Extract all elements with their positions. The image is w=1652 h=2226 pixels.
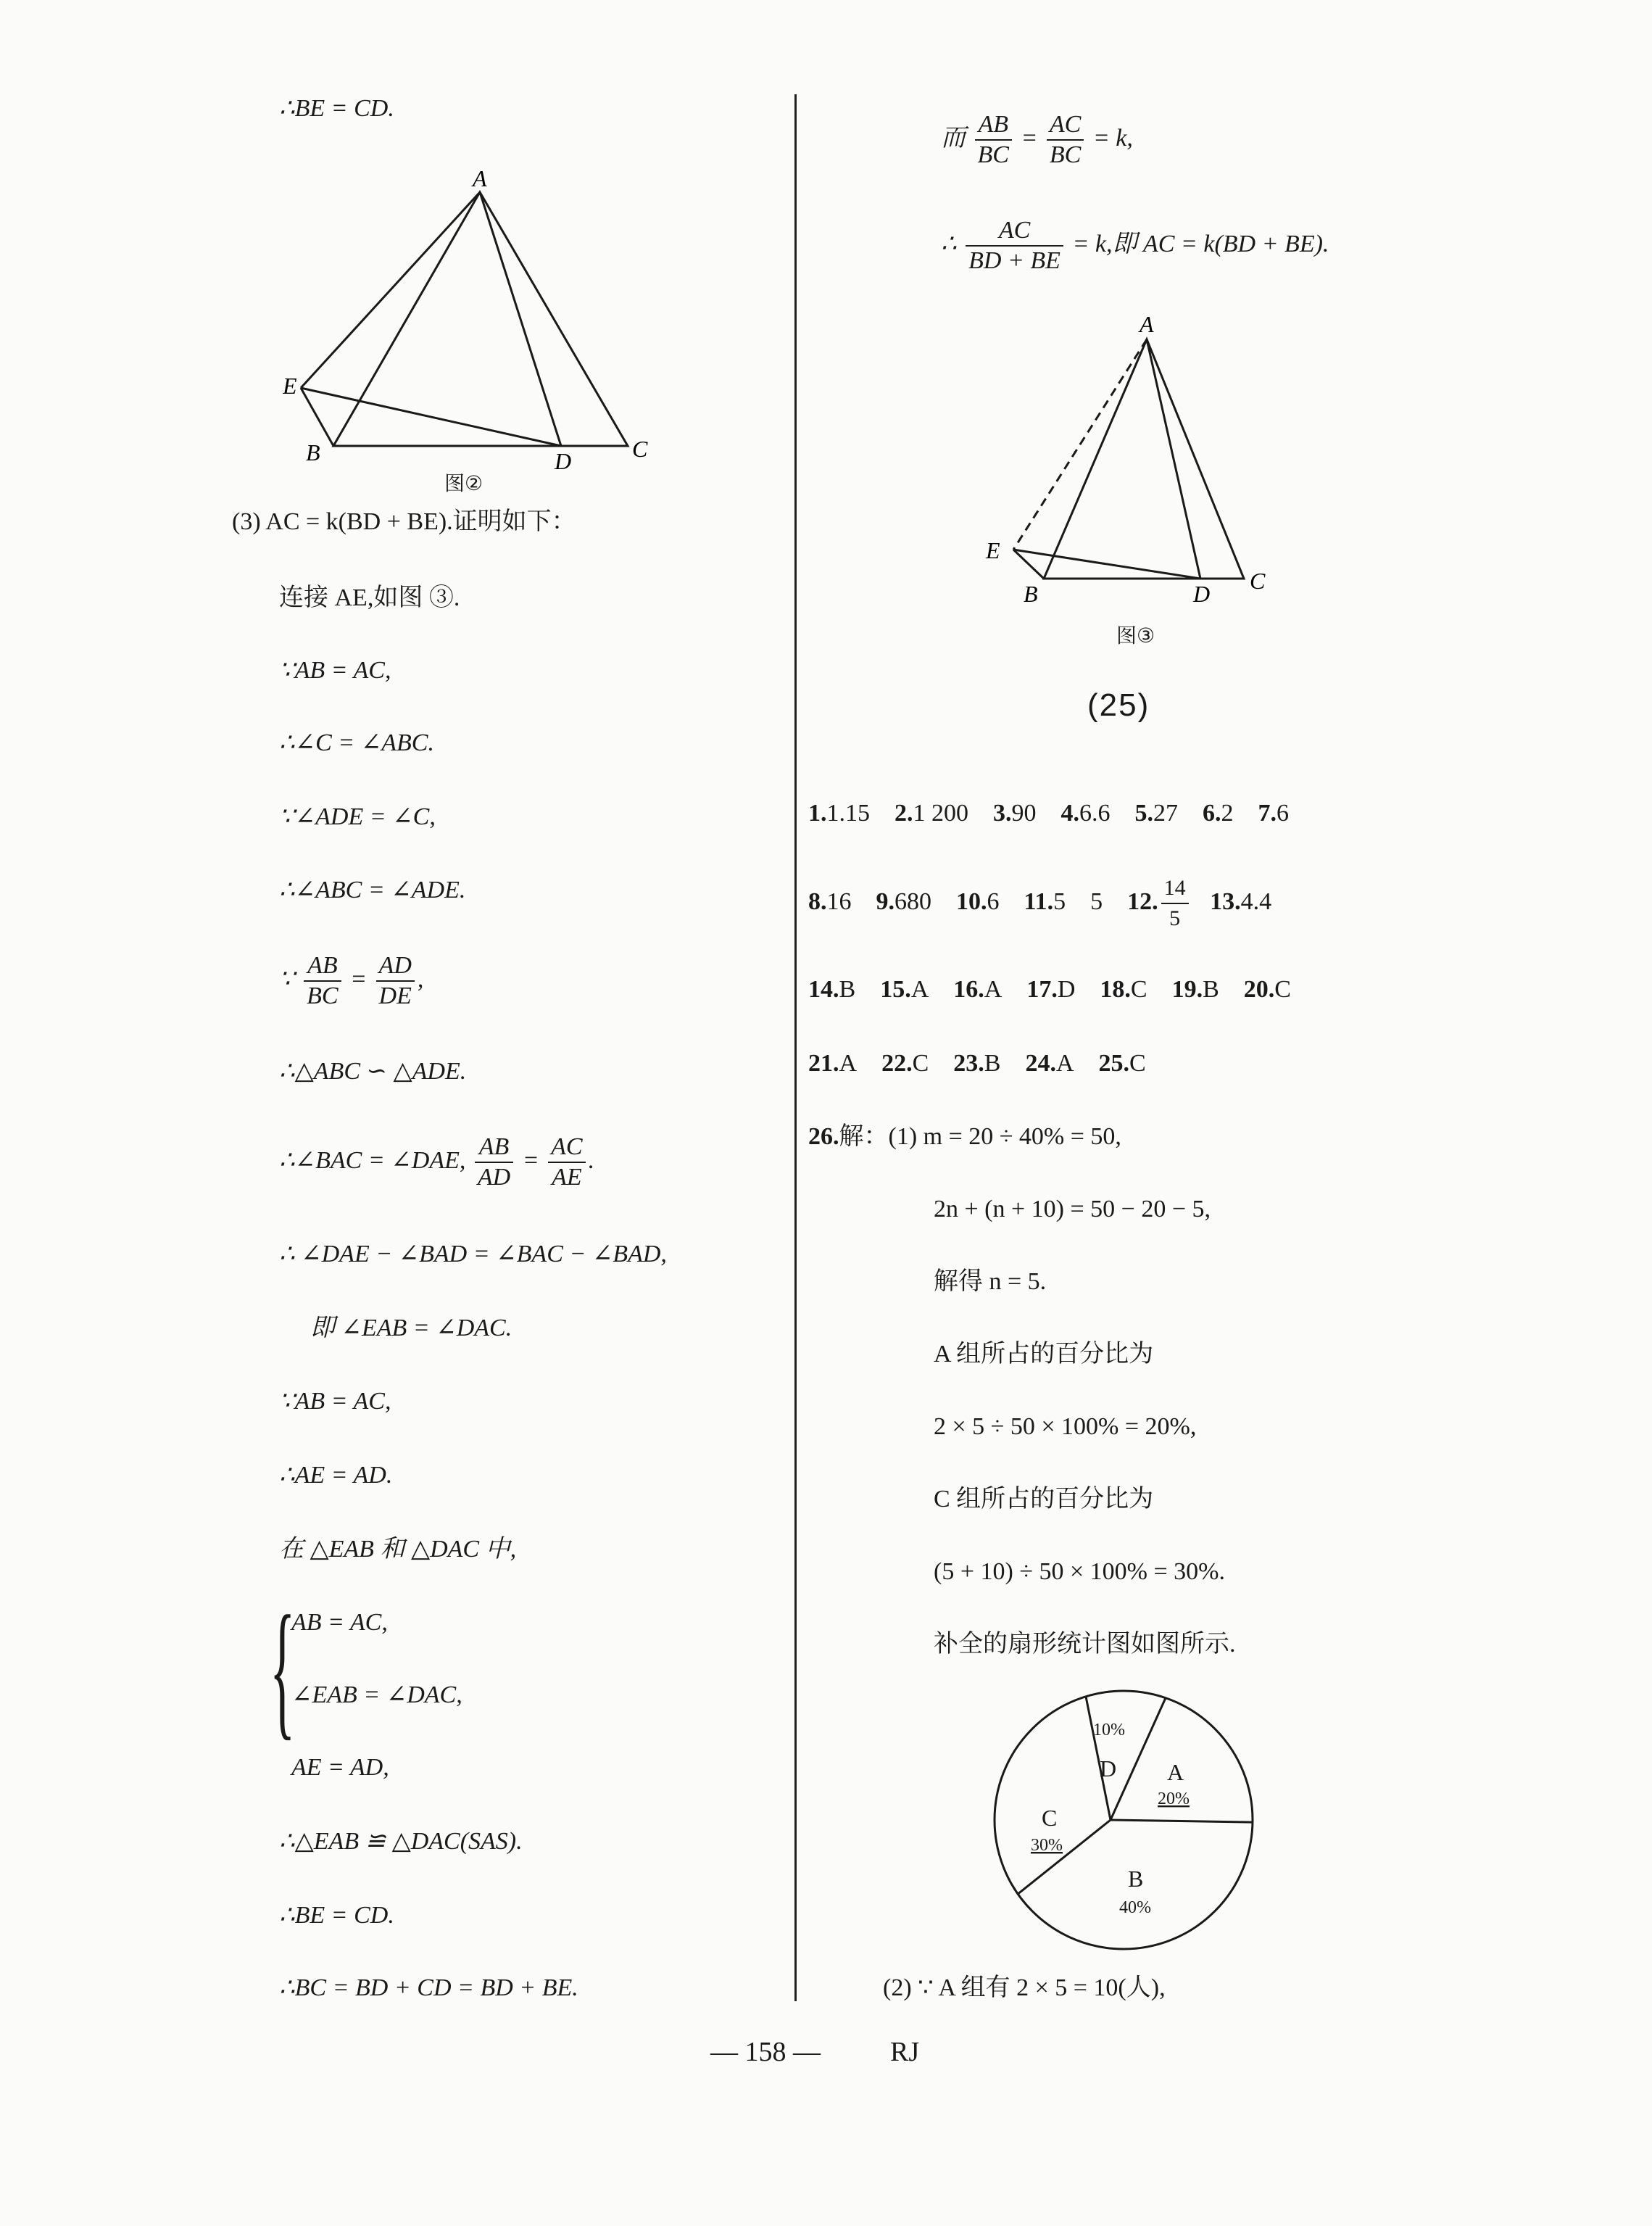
fraction: $\frac{14}{5}$ [1161,874,1189,933]
answer-item: 6.2 [1203,800,1234,827]
fig3-label-d: D [1193,581,1211,607]
answer-row [808,799,1289,828]
q26-line: 解得 n = 5. [934,1268,1047,1295]
section-title: (25) [1087,687,1150,723]
system-line: AE = AD, [291,1754,389,1781]
figure-2 [283,163,660,489]
equation-line: ∵ $\frac{AB}{BC}$ = $\frac{AD}{DE}$ , [279,952,424,1009]
text-line: ∴BC = BD + CD = BD + BE. [279,1974,578,2001]
figure-2-caption: 图② [444,471,483,495]
answer-item: 7.6 [1258,800,1289,827]
text-line: ∴BE = CD. [279,1902,394,1929]
q26-line: C 组所占的百分比为 [934,1486,1154,1513]
fraction: $\frac{AC}{BC}$ [1047,110,1084,170]
fraction: $\frac{AC}{BD + BE}$ [966,216,1063,276]
fig3-label-b: B [1024,581,1038,607]
text-line: ∴∠C = ∠ABC. [279,729,434,756]
fraction: $\frac{AB}{BC}$ [975,110,1012,170]
fraction: $\frac{AB}{BC}$ [304,951,341,1011]
system-line: ∠EAB = ∠DAC, [291,1681,462,1708]
figure-3 [979,305,1298,616]
q26-line: A 组所占的百分比为 [934,1341,1154,1368]
text-line: 连接 AE,如图 ③. [279,584,460,611]
pie-label-d: D [1100,1755,1117,1782]
q26-line: 2 × 5 ÷ 50 × 100% = 20%, [934,1413,1197,1440]
answer-row: 14.B 15.A 16.A 17.D 18.C 19.B 20.C [808,976,1291,1003]
equation-line: ∴ $\frac{AC}{BD + BE}$ = k,即 AC = k(BD + BE). [941,217,1329,274]
answer-item: 2.1 200 [895,800,968,827]
text-line: ∴BE = CD. [279,95,394,122]
fig3-label-c: C [1250,568,1266,594]
fig2-label-e: E [283,373,297,399]
pie-pct-d: 10% [1093,1721,1125,1739]
fraction: $\frac{AD}{DE}$ [376,951,415,1011]
fraction: $\frac{AB}{AD}$ [475,1133,513,1192]
fig2-label-d: D [555,448,572,474]
text-line: ∴△EAB ≌ △DAC(SAS). [279,1828,523,1855]
text-line: 在 △EAB 和 △DAC 中, [279,1536,517,1563]
fig3-label-a: A [1140,311,1154,337]
fraction: $\frac{AC}{AE}$ [548,1133,585,1192]
text-line: ∵AB = AC, [279,657,391,684]
pie-sector-boundary [1018,1820,1111,1894]
system-brace: { [270,1585,296,1753]
fig2-label-a: A [473,165,487,191]
equation-line: ∴∠BAC = ∠DAE, $\frac{AB}{AD}$ = $\frac{AC}{AE}$ . [279,1133,595,1191]
answer-item: 4.6.6 [1060,800,1111,827]
pie-chart [986,1682,1261,1958]
pie-pct-a: 20% [1158,1790,1190,1808]
pie-pct-c: 30% [1031,1836,1063,1855]
q26-line: 2n + (n + 10) = 50 − 20 − 5, [934,1196,1211,1222]
text-line: ∵AB = AC, [279,1388,391,1415]
answer-row: 21.A 22.C 23.B 24.A 25.C [808,1050,1146,1077]
text-line: ∴△ABC ∽ △ADE. [279,1058,467,1085]
q26-line: 26.解：(1) m = 20 ÷ 40% = 50, [808,1123,1121,1150]
equation-line: 而 $\frac{AB}{BC}$ = $\frac{AC}{BC}$ = k, [941,111,1133,168]
pie-label-a: A [1167,1759,1184,1785]
column-divider [794,94,797,2001]
q26-line: (5 + 10) ÷ 50 × 100% = 30%. [934,1558,1225,1585]
answer-row: 8.16 9.680 10.6 11.5 5 12. $\frac{14}{5}$ 13.4.4 [808,874,1271,933]
text-line: ∴AE = AD. [279,1462,393,1489]
text-line: ∴∠ABC = ∠ADE. [279,877,466,903]
text-line: (3) AC = k(BD + BE).证明如下： [232,508,576,535]
system-line: AB = AC, [291,1609,388,1636]
pie-label-c: C [1042,1805,1058,1831]
edition-code: RJ [890,2037,920,2067]
text-line: ∴ ∠DAE − ∠BAD = ∠BAC − ∠BAD, [279,1241,667,1267]
q26-line: 补全的扇形统计图如图所示. [934,1631,1236,1658]
fig2-label-b: B [306,439,320,466]
text-line: 即 ∠EAB = ∠DAC. [310,1315,512,1341]
pie-pct-b: 40% [1119,1898,1151,1917]
fig3-label-e: E [986,537,1000,563]
answer-item: 1.1.15 [808,800,870,827]
pie-sector-boundary [1111,1820,1253,1822]
answer-item: 5.27 [1134,800,1178,827]
answer-item: 3.90 [993,800,1037,827]
q26-line: (2) ∵ A 组有 2 × 5 = 10(人), [883,1974,1166,2001]
figure-3-caption: 图③ [1116,624,1155,647]
page-number: — 158 — [710,2037,821,2067]
pie-label-b: B [1128,1866,1144,1892]
fig2-label-c: C [632,436,648,462]
text-line: ∵∠ADE = ∠C, [279,803,436,830]
